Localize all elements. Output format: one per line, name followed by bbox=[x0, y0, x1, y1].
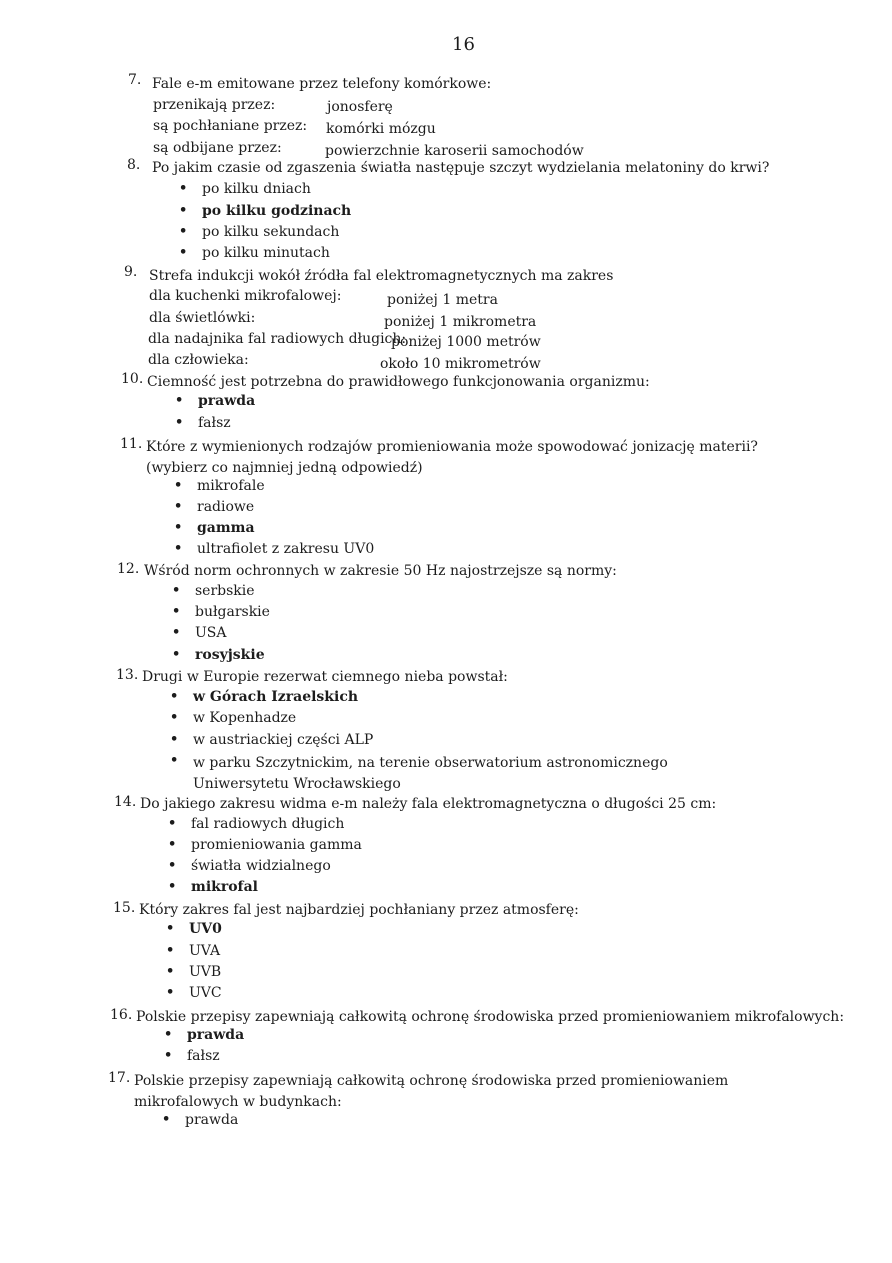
answer-value: poniżej 1 mikrometra bbox=[384, 314, 537, 330]
bullet-icon: • bbox=[164, 1048, 173, 1063]
question-number: 16. bbox=[110, 1007, 133, 1023]
question-number: 8. bbox=[127, 157, 141, 173]
answer-value: jonosferę bbox=[327, 99, 393, 115]
question-text: Który zakres fal jest najbardziej pochłaniany przez atmosferę: bbox=[139, 902, 579, 918]
bullet-icon: • bbox=[174, 520, 183, 535]
answer-value: poniżej 1 metra bbox=[387, 292, 498, 308]
question-number: 9. bbox=[124, 264, 138, 280]
bullet-icon: • bbox=[170, 689, 179, 704]
bullet-icon: • bbox=[179, 181, 188, 196]
bullet-icon: • bbox=[162, 1112, 171, 1127]
bullet-icon: • bbox=[170, 732, 179, 747]
bullet-icon: • bbox=[174, 541, 183, 556]
question-number: 11. bbox=[120, 436, 143, 452]
document-page: 16 7. Fale e-m emitowane przez telefony komórkowe: przenikają przez: jonosferę są pochłaniane przez: komórki mózgu są odbijane przez: powierzchnie karoserii samochodów 8. Po jakim czasie od zgaszenia światła następuje szczyt wydzielania melatoniny do krwi? • po kilku dniach • po kilku godzinach • po kilku sekundach • po kilku minutach 9. Strefa indukcji wokół źródła fal elektromagnetycznych ma zakres dla kuchenki mikrofalowej: poniżej 1 metra dla świetlówki: poniżej 1 mikrometra dla nadajnika fal radiowych długich: poniżej 1000 metrów dla człowieka: około 10 mikrometrów 10. Ciemność jest potrzebna do prawidłowego funkcjonowania organizmu: • prawda • fałsz 11. Które z wymienionych rodzajów promieniowania może spowodować jonizację materii?(wybierz co najmniej jedną odpowiedź) • mikrofale • radiowe • gamma • ultrafiolet z zakresu UV0 12. Wśród norm ochronnych w zakresie 50 Hz najostrzejsze są normy: • serbskie • bułgarskie • USA • rosyjskie 13. Drugi w Europie rezerwat ciemnego nieba powstał: • w Górach Izraelskich • w Kopenhadze • w austriackiej części ALP • w parku Szczytnickim, na terenie obserwatorium astronomicznego Uniwersytetu Wrocławskiego 14. Do jakiego zakresu widma e-m należy fala elektromagnetyczna o długości 25 cm: • fal radiowych długich • promieniowania gamma • światła widzialnego • mikrofal 15. Który zakres fal jest najbardziej pochłaniany przez atmosferę: • UV0 • UVA • UVB • UVC 16. Polskie przepisy zapewniają całkowitą ochronę środowiska przed promieniowaniem mikrofalowych: • prawda • fałsz 17. Polskie przepisy zapewniają całkowitą ochronę środowiska przed promieniowaniem mikrofalowych w budynkach: • prawda bbox=[108, 34, 845, 1128]
question-text: Strefa indukcji wokół źródła fal elektromagnetycznych ma zakres bbox=[149, 268, 614, 284]
page-number: 16 bbox=[452, 34, 475, 55]
bullet-icon: • bbox=[174, 499, 183, 514]
bullet-icon: • bbox=[166, 985, 175, 1000]
question-number: 14. bbox=[114, 794, 137, 810]
answer-label: dla świetlówki: bbox=[149, 310, 256, 326]
question-text: Polskie przepisy zapewniają całkowitą ochronę środowiska przed promieniowaniem mikrofalowych: bbox=[136, 1009, 845, 1025]
bullet-icon: • bbox=[168, 858, 177, 873]
bullet-icon: • bbox=[174, 478, 183, 493]
question-text: Które z wymienionych rodzajów promieniowania może spowodować jonizację materii?(wybierz co najmniej jedną odpowiedź) bbox=[146, 439, 758, 476]
bullet-icon: • bbox=[166, 964, 175, 979]
question-text: Ciemność jest potrzebna do prawidłowego funkcjonowania organizmu: bbox=[147, 374, 650, 390]
answer-label: są pochłaniane przez: bbox=[153, 118, 308, 134]
answer-label: dla nadajnika fal radiowych długich: bbox=[148, 331, 407, 347]
bullet-icon: • bbox=[170, 710, 179, 725]
answer-label: są odbijane przez: bbox=[153, 140, 282, 156]
bullet-icon: • bbox=[179, 245, 188, 260]
bullet-icon: • bbox=[175, 393, 184, 408]
bullet-icon: • bbox=[170, 753, 179, 768]
question-text: Polskie przepisy zapewniają całkowitą ochronę środowiska przed promieniowaniem mikrofalowych w budynkach: bbox=[134, 1073, 729, 1110]
question-text: Drugi w Europie rezerwat ciemnego nieba powstał: bbox=[142, 669, 508, 685]
bullet-icon: • bbox=[168, 816, 177, 831]
answer-value: poniżej 1000 metrów bbox=[391, 334, 541, 350]
question-text: Wśród norm ochronnych w zakresie 50 Hz najostrzejsze są normy: bbox=[144, 563, 617, 579]
answer-label: dla człowieka: bbox=[148, 352, 249, 368]
bullet-icon: • bbox=[172, 625, 181, 640]
question-number: 12. bbox=[117, 561, 140, 577]
bullet-icon: • bbox=[179, 224, 188, 239]
bullet-icon: • bbox=[166, 943, 175, 958]
question-number: 10. bbox=[121, 371, 144, 387]
bullet-icon: • bbox=[164, 1027, 173, 1042]
question-number: 17. bbox=[108, 1070, 131, 1086]
question-text: Po jakim czasie od zgaszenia światła następuje szczyt wydzielania melatoniny do krwi? bbox=[152, 160, 770, 176]
answer-value: komórki mózgu bbox=[326, 121, 436, 137]
answer-label: przenikają przez: bbox=[153, 97, 276, 113]
bullet-icon: • bbox=[179, 203, 188, 218]
question-number: 13. bbox=[116, 667, 139, 683]
question-number: 15. bbox=[113, 900, 136, 916]
bullet-icon: • bbox=[172, 583, 181, 598]
bullet-icon: • bbox=[166, 921, 175, 936]
bullet-icon: • bbox=[168, 837, 177, 852]
question-text: Fale e-m emitowane przez telefony komórkowe: bbox=[152, 76, 492, 92]
answer-value: około 10 mikrometrów bbox=[380, 356, 541, 372]
bullet-icon: • bbox=[168, 879, 177, 894]
question-text: Do jakiego zakresu widma e-m należy fala elektromagnetyczna o długości 25 cm: bbox=[140, 796, 717, 812]
question-number: 7. bbox=[128, 72, 142, 88]
bullet-icon: • bbox=[175, 415, 184, 430]
answer-option: • w parku Szczytnickim, na terenie obserwatorium astronomicznego Uniwersytetu Wrocławskiego bbox=[170, 753, 668, 792]
bullet-icon: • bbox=[172, 604, 181, 619]
answer-value: powierzchnie karoserii samochodów bbox=[325, 143, 584, 159]
bullet-icon: • bbox=[172, 647, 181, 662]
answer-label: dla kuchenki mikrofalowej: bbox=[149, 288, 342, 304]
